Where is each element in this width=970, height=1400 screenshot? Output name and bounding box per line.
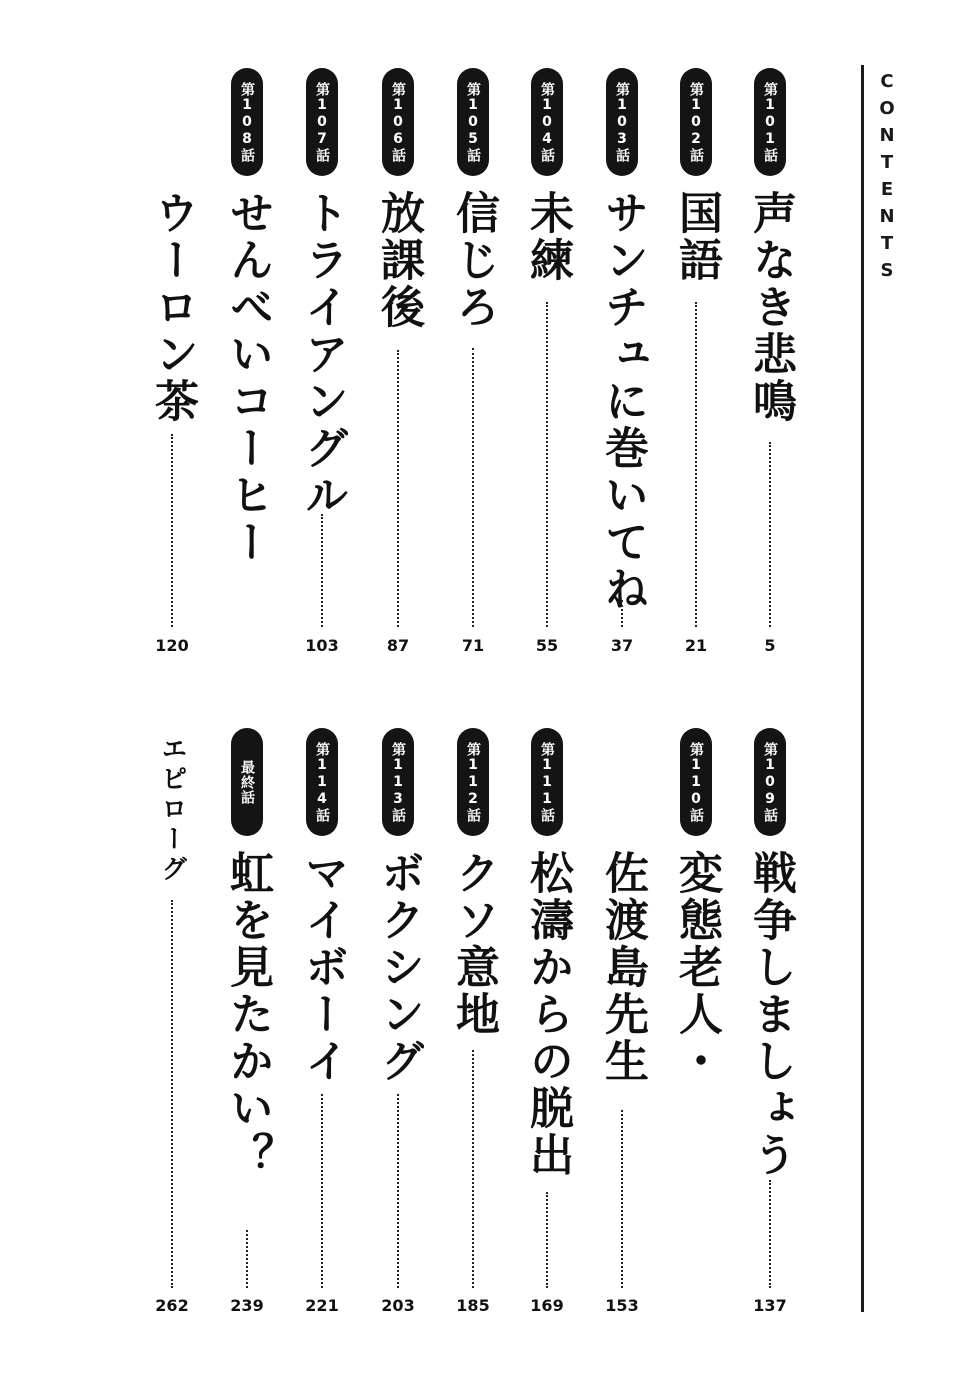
contents-letter: C [880,71,894,92]
chapter-title: 信じろ [448,190,499,331]
leader-dots [621,1110,623,1288]
leader-dots [695,302,697,627]
page-number: 5 [764,636,776,655]
chapter-number: 最終話 [239,759,255,805]
leader-dots [472,1050,474,1288]
page-number: 262 [155,1296,189,1315]
leader-dots [769,1180,771,1288]
chapter-title: ウーロン茶 [147,190,198,425]
chapter-number: 第114話 [314,741,330,823]
chapter-number: 第102話 [688,81,704,163]
contents-letter: N [879,206,895,227]
leader-dots [397,1094,399,1288]
chapter-title: マイボーイ [297,850,348,1085]
chapter-title: 変態老人・ [671,850,722,1085]
leader-dots [546,302,548,627]
contents-heading [872,68,902,284]
contents-letter: T [880,233,894,254]
contents-letter: N [879,125,895,146]
page-number: 221 [305,1296,339,1315]
chapter-number: 第101話 [762,81,778,163]
page-number: 203 [381,1296,415,1315]
chapter-number-badge [231,728,263,836]
chapter-title: 松濤からの脱出 [522,850,573,1179]
chapter-number: 第103話 [614,81,630,163]
chapter-title: エピローグ [157,735,187,885]
leader-dots [246,1230,248,1288]
page-number: 37 [610,636,634,655]
page-number: 21 [684,636,708,655]
chapter-title: 未練 [522,190,573,284]
chapter-number: 第109話 [762,741,778,823]
contents-letter: E [880,179,894,200]
chapter-number: 第108話 [239,81,255,163]
chapter-number: 第106話 [390,81,406,163]
chapter-number-badge [382,728,414,836]
chapter-number: 第113話 [390,741,406,823]
page-number: 153 [605,1296,639,1315]
page-number: 103 [305,636,339,655]
chapter-title: 国語 [671,190,722,284]
page-number: 55 [535,636,559,655]
chapter-number: 第104話 [539,81,555,163]
chapter-number-badge [680,728,712,836]
chapter-number: 第110話 [688,741,704,823]
chapter-title: 声なき悲鳴 [745,190,796,425]
chapter-number: 第105話 [465,81,481,163]
contents-letter: O [879,98,895,119]
chapter-number-badge [231,68,263,176]
chapter-number-badge [531,728,563,836]
page-number: 87 [386,636,410,655]
leader-dots [321,1094,323,1288]
chapter-title: ボクシング [373,850,424,1085]
chapter-title: 虹を見たかい？ [222,850,273,1179]
chapter-title: 佐渡島先生 [597,850,648,1085]
chapter-number-badge [457,728,489,836]
chapter-number-badge [382,68,414,176]
divider-line [861,65,864,1312]
page-number: 137 [753,1296,787,1315]
chapter-number: 第112話 [465,741,481,823]
leader-dots [546,1192,548,1288]
leader-dots [621,600,623,627]
chapter-number: 第111話 [539,741,555,823]
chapter-title: クソ意地 [448,850,499,1038]
contents-letter: T [880,152,894,173]
page-number: 120 [155,636,189,655]
chapter-number-badge [606,68,638,176]
chapter-number-badge [754,68,786,176]
chapter-number-badge [457,68,489,176]
leader-dots [321,514,323,627]
page-number: 239 [230,1296,264,1315]
chapter-title: 戦争しましょう [745,850,796,1179]
leader-dots [171,900,173,1288]
leader-dots [472,348,474,627]
leader-dots [397,350,399,627]
chapter-number-badge [680,68,712,176]
chapter-number-badge [306,68,338,176]
contents-letter: S [880,260,894,281]
chapter-number-badge [531,68,563,176]
chapter-number-badge [306,728,338,836]
page-number: 185 [456,1296,490,1315]
page-number: 169 [530,1296,564,1315]
chapter-number: 第107話 [314,81,330,163]
chapter-title: せんべいコーヒー [222,190,273,566]
page-number: 71 [461,636,485,655]
chapter-title: 放課後 [373,190,424,331]
leader-dots [769,442,771,627]
chapter-number-badge [754,728,786,836]
leader-dots [171,434,173,627]
chapter-title: サンチュに巻いてね [597,190,648,613]
chapter-title: トライアングル [297,190,348,519]
